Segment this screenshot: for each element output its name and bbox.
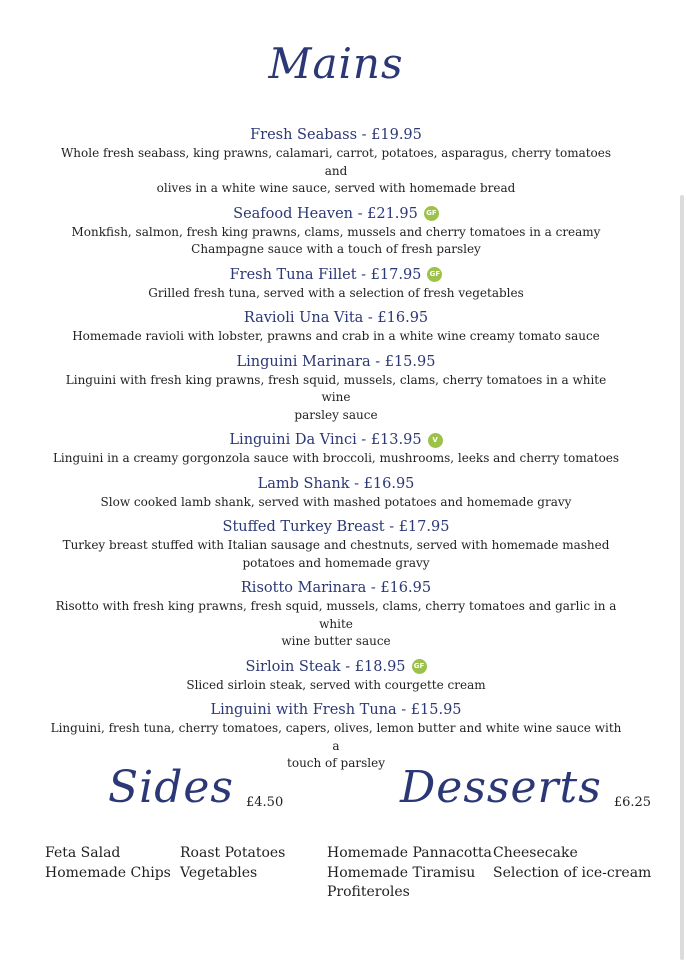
sides-column-2 (180, 844, 285, 883)
dish-name: Ravioli Una Vita - £16.95 (243, 310, 429, 326)
gluten-free-badge: GF (427, 267, 442, 282)
dish-description: Sliced sirloin steak, served with courgette cream (186, 677, 486, 692)
dish-description: Homemade ravioli with lobster, prawns and crab in a white wine creamy tomato sauce (72, 329, 600, 343)
dish-description: Slow cooked lamb shank, served with mashed potatoes and homemade gravy (100, 494, 572, 509)
dish-description: wine butter sauce (281, 634, 391, 648)
desserts-price: £6.25 (613, 795, 652, 810)
list-item: Roast Potatoes (180, 845, 286, 861)
dish-item (50, 578, 622, 651)
dish-title (50, 204, 622, 224)
dish-title (50, 517, 622, 537)
dish-title (50, 430, 622, 450)
gluten-free-badge: GF (424, 206, 439, 221)
dish-description: parsley sauce (294, 407, 378, 422)
sides-column-1 (45, 844, 171, 883)
dish-name: Risotto Marinara - £16.95 (240, 580, 432, 596)
dish-description: Turkey breast stuffed with Italian sausage and chestnuts, served with homemade mashed (62, 538, 610, 552)
list-item: Homemade Pannacotta (327, 845, 492, 861)
dish-description: Linguini in a creamy gorgonzola sauce with broccoli, mushrooms, leeks and cherry tomatoes (52, 451, 620, 465)
dish-name: Sirloin Steak - £18.95 (245, 658, 406, 675)
dish-description: Linguini with fresh king prawns, fresh squid, mussels, clams, cherry tomatoes in a white wine (65, 372, 607, 404)
dish-description: Risotto with fresh king prawns, fresh squid, mussels, clams, cherry tomatoes and garlic in a white (55, 599, 617, 631)
dish-item (50, 308, 622, 346)
gluten-free-badge: GF (412, 659, 427, 674)
scrollbar[interactable] (680, 195, 684, 960)
dish-description: olives in a white wine sauce, served with homemade bread (156, 181, 516, 195)
list-item: Selection of ice-cream (493, 864, 652, 881)
dish-title (50, 700, 622, 720)
list-item: Cheesecake (493, 845, 578, 861)
desserts-column-2 (493, 844, 651, 883)
dish-title (50, 578, 622, 598)
dish-item (50, 657, 622, 695)
list-item: Homemade Tiramisu (327, 864, 476, 881)
dish-title (50, 308, 622, 328)
dish-name: Linguini with Fresh Tuna - £15.95 (210, 702, 462, 718)
dish-item (50, 265, 622, 303)
dish-item (50, 430, 622, 468)
desserts-column-1 (327, 844, 492, 903)
dish-title (50, 657, 622, 677)
dish-name: Linguini Da Vinci - £13.95 (229, 432, 422, 448)
dish-description: Monkfish, salmon, fresh king prawns, clams, mussels and cherry tomatoes in a creamy (71, 224, 601, 239)
sides-price: £4.50 (246, 795, 284, 810)
dish-description: touch of parsley (287, 756, 385, 770)
desserts-title: Desserts (400, 762, 602, 813)
mains-title: Mains (268, 39, 404, 88)
sides-header (108, 758, 283, 818)
dish-item (50, 125, 622, 198)
desserts-header (400, 758, 651, 818)
dish-item (50, 474, 622, 512)
dish-title (50, 474, 622, 494)
dish-name: Stuffed Turkey Breast - £17.95 (222, 519, 450, 535)
vegetarian-badge: V (428, 433, 443, 448)
dish-name: Fresh Tuna Fillet - £17.95 (229, 266, 422, 283)
dish-name: Lamb Shank - £16.95 (257, 475, 415, 492)
dish-name: Seafood Heaven - £21.95 (233, 205, 418, 222)
sides-title: Sides (108, 762, 234, 813)
dish-description: Champagne sauce with a touch of fresh parsley (191, 242, 481, 256)
list-item: Feta Salad (45, 845, 121, 861)
dish-name: Linguini Marinara - £15.95 (236, 353, 436, 370)
dish-title (50, 125, 622, 145)
dish-description: Whole fresh seabass, king prawns, calamari, carrot, potatoes, asparagus, cherry tomatoes and (60, 146, 612, 178)
dish-name: Fresh Seabass - £19.95 (250, 127, 422, 143)
dish-title (50, 352, 622, 372)
dish-item (50, 517, 622, 572)
list-item: Profiteroles (327, 884, 410, 900)
dish-title (50, 265, 622, 285)
list-item: Vegetables (180, 864, 258, 881)
dish-item (50, 204, 622, 259)
dish-description: potatoes and homemade gravy (242, 555, 430, 570)
mains-list (50, 125, 622, 779)
dish-description: Linguini, fresh tuna, cherry tomatoes, capers, olives, lemon butter and white wine sauce with a (50, 721, 622, 753)
list-item: Homemade Chips (45, 864, 171, 881)
dish-description: Grilled fresh tuna, served with a selection of fresh vegetables (148, 285, 524, 300)
dish-item (50, 352, 622, 425)
